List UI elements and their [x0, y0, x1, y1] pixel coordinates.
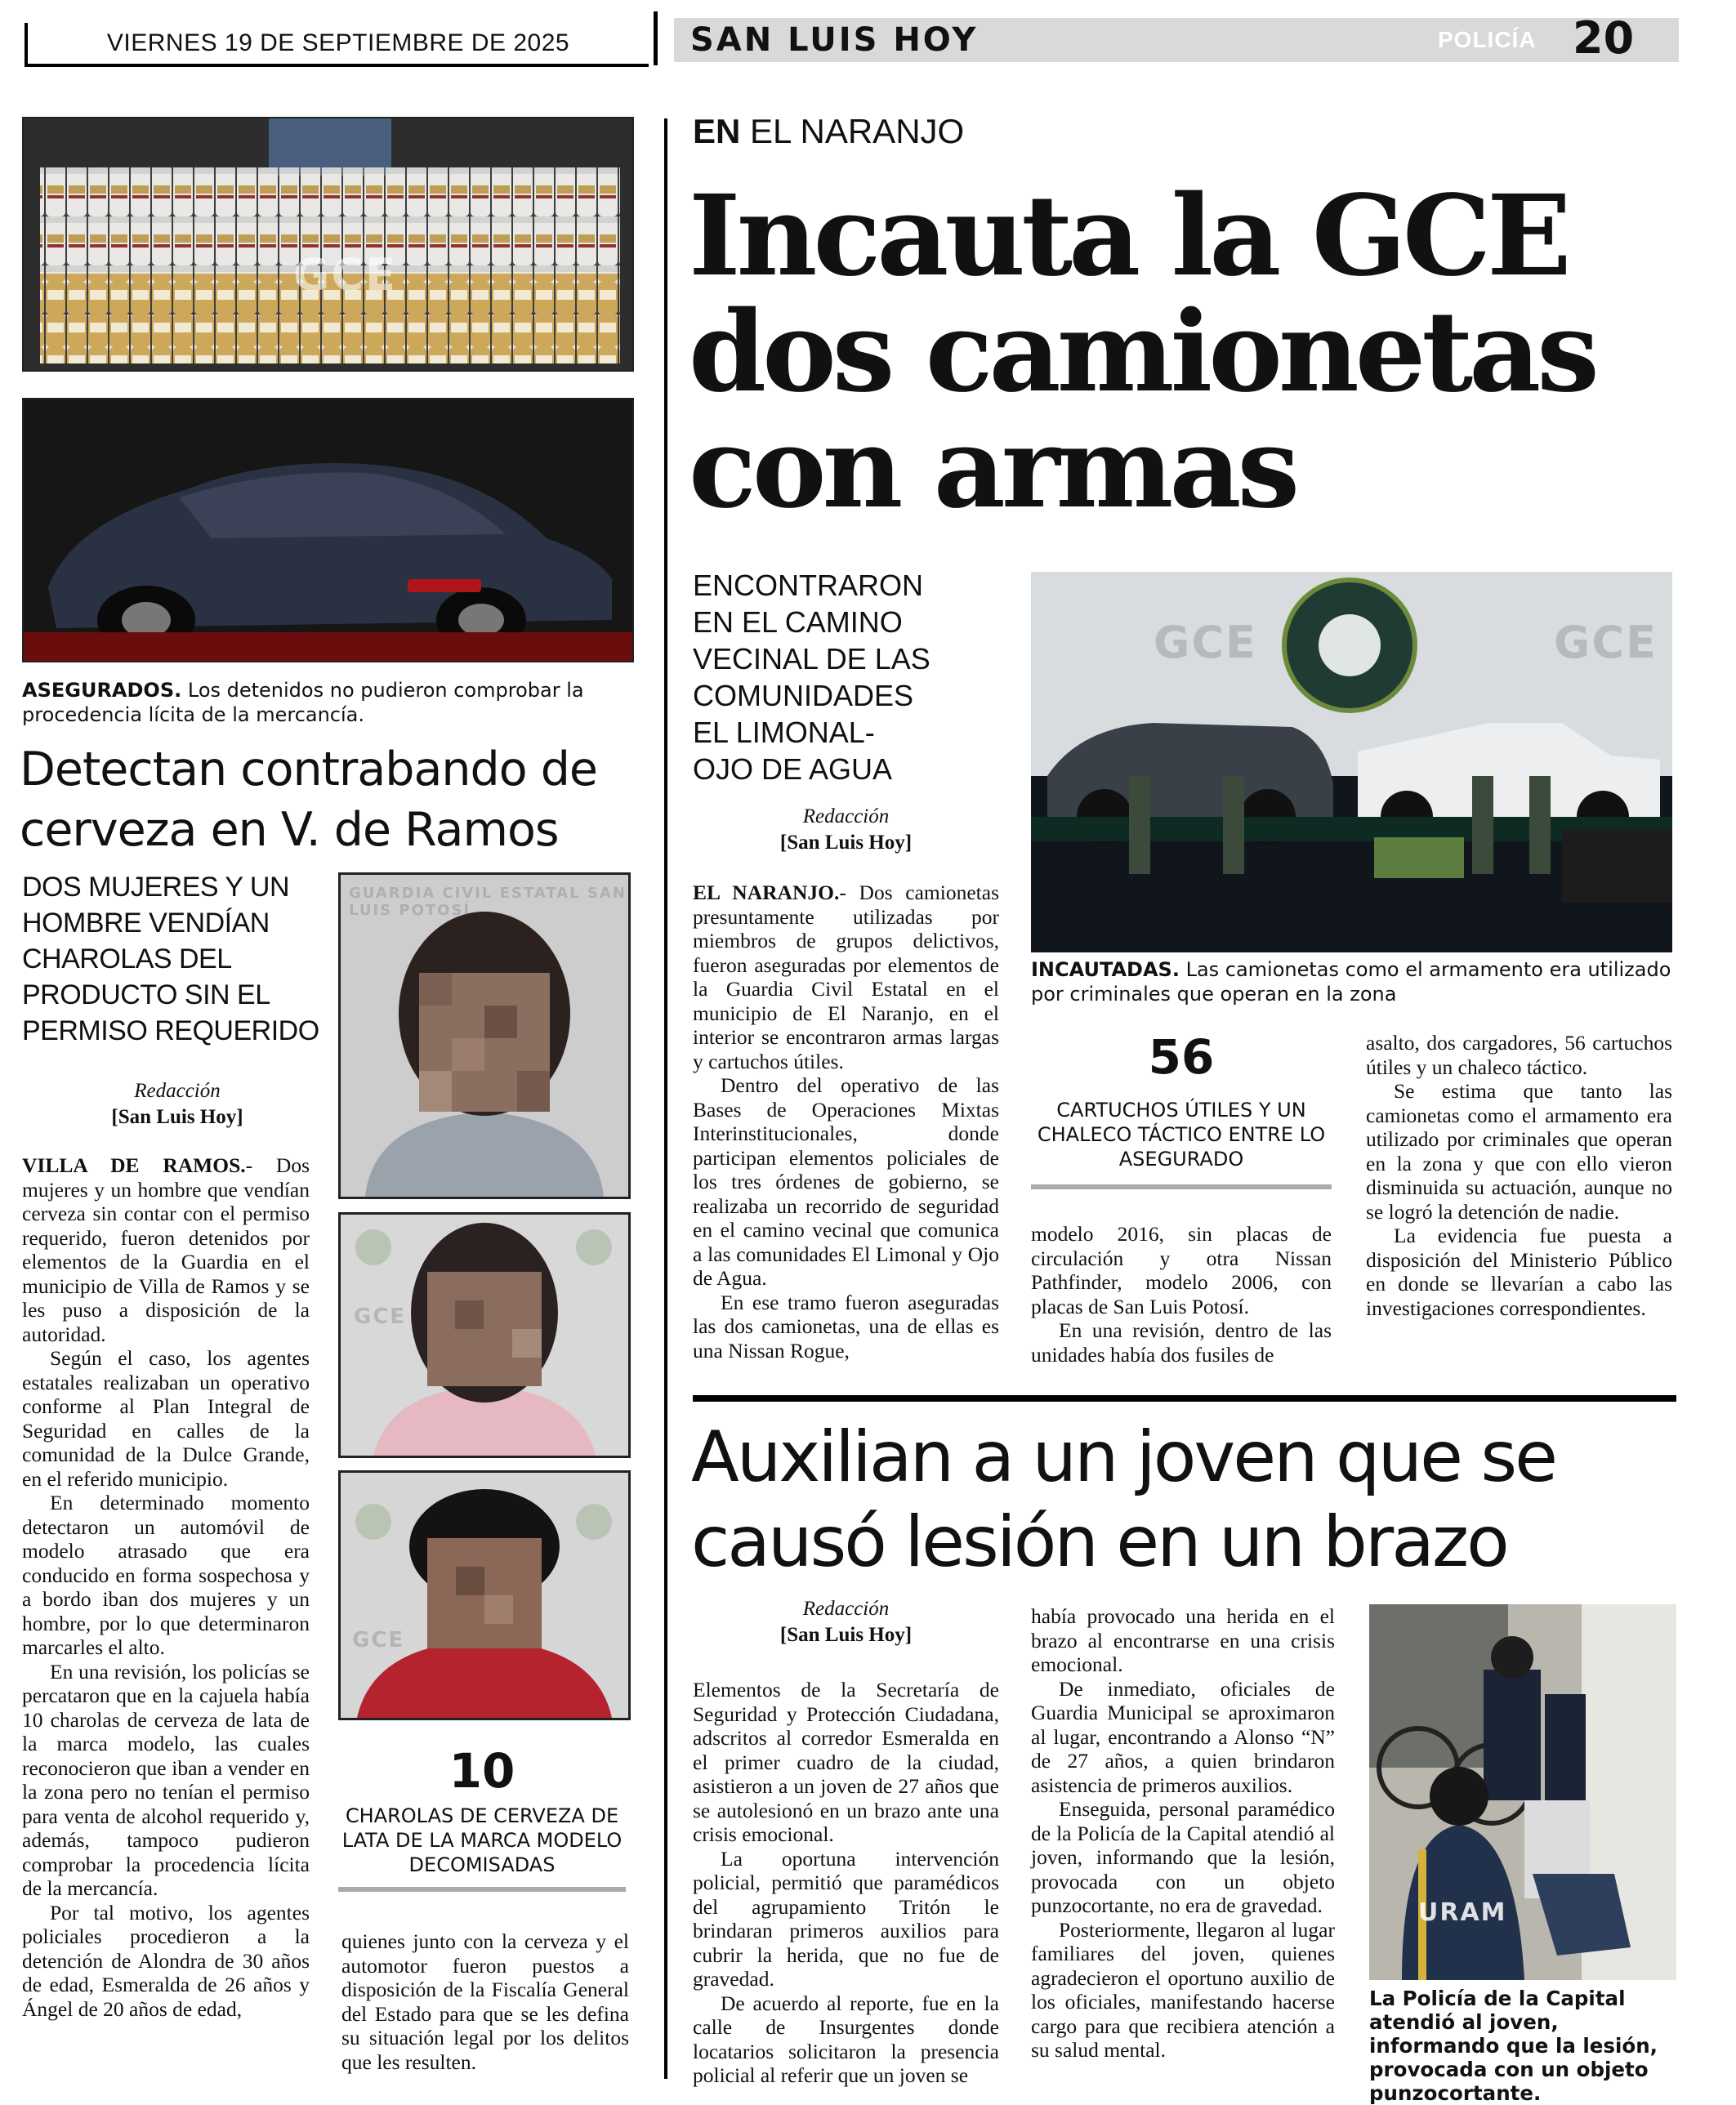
subhead-line: VECINAL DE LAS — [693, 642, 930, 676]
header-divider — [654, 11, 658, 65]
article-body-col6 — [693, 1678, 999, 2088]
car-illustration — [24, 399, 632, 661]
headline-line: Auxilian a un joven que se — [691, 1416, 1556, 1498]
stat-line-text: DECOMISADAS — [408, 1853, 556, 1876]
section-rule — [693, 1395, 1676, 1402]
stat-rule — [1031, 1184, 1332, 1189]
stat-line-text: LATA DE LA MARCA MODELO — [341, 1829, 623, 1852]
kicker-rest: EL NARANJO — [740, 112, 965, 150]
mugshot-woman-2 — [338, 1212, 631, 1458]
paragraph: En una revisión, los policías se percataron que en la cajuela había 10 charolas de cerveza de lata de la marca modelo, las cuales reconocieron que iban a vender en la zona pero no tenían el permiso para venta de alcohol requerido y, además, tampoco pudieron comprobar la procedencia lícita de la mercancía. — [22, 1659, 310, 1900]
paragraph: La oportuna intervención policial, permitió que paramédicos del agrupamiento Tritón le brindaran primeros auxilios para cubrir la herida, que no fue de gravedad. — [693, 1846, 999, 1991]
paragraph: - Dos camionetas presuntamente utilizadas por miembros de grupos delictivos, fueron aseguradas por elementos de la Guardia Civil Estatal en el municipio de El Naranjo, en el interior se encontraron armas largas y cartuchos útiles. — [693, 881, 999, 1073]
stat-number: 56 — [1148, 1029, 1215, 1085]
mugshot-man — [338, 1470, 631, 1720]
gce-watermark: GCE — [293, 249, 397, 301]
headline-line: cerveza en V. de Ramos — [20, 803, 559, 857]
seized-trucks-photo — [1031, 572, 1672, 952]
paragraph: Posteriormente, llegaron al lugar familiares del joven, quienes agradecieron el oportuno auxilio de los oficiales, manifestando hacerse cargo para que recibiera atención a su salud mental. — [1031, 1917, 1335, 2062]
byline — [693, 804, 999, 856]
stat-line-text: CHAROLAS DE CERVEZA DE — [345, 1804, 619, 1827]
trucks-caption — [1031, 957, 1676, 1006]
byline-author: Redacción — [802, 1598, 890, 1620]
caption-text: Las camionetas como el armamento era utilizado por criminales que operan en la zona — [1031, 958, 1671, 1006]
dateline: VILLA DE RAMOS. — [22, 1153, 246, 1177]
paragraph: Elementos de la Secretaría de Seguridad y Protección Ciudadana, adscritos al corredor Esmeralda en el primer cuadro de la ciudad, asistieron a un joven de 27 años que se autolesionó en un brazo ante una crisis emocional. — [693, 1678, 999, 1846]
stat-description — [1031, 1098, 1332, 1171]
byline — [693, 1596, 999, 1648]
issue-date: VIERNES 19 DE SEPTIEMBRE DE 2025 — [25, 23, 649, 67]
car-photo — [22, 398, 634, 662]
dateline: EL NARANJO. — [693, 881, 840, 904]
portrait-illustration — [341, 1215, 628, 1456]
page-number: 20 — [1573, 12, 1635, 64]
article-body-col7 — [1031, 1604, 1335, 2063]
caption-label: INCAUTADAS. — [1031, 958, 1180, 981]
stat-description — [338, 1804, 626, 1877]
stat-number: 10 — [449, 1743, 515, 1799]
paragraph: En determinado momento detectaron un automóvil de modelo atrasado que era conducido en forma sospechosa y a bordo iban dos mujeres y un hombre, por lo que determinaron marcarles el alto. — [22, 1491, 310, 1659]
subheadline-contraband — [22, 869, 332, 1049]
guardia-watermark: GUARDIA CIVIL ESTATAL SAN LUIS POTOSÍ — [349, 885, 627, 919]
headline-weapons — [689, 171, 1595, 533]
paragraph: modelo 2016, sin placas de circulación y otra Nissan Pathfinder, modelo 2006, con placas de San Luis Potosí. — [1031, 1222, 1332, 1318]
uram-label: URAM — [1418, 1898, 1507, 1927]
subhead-line: EL LIMONAL- — [693, 716, 875, 749]
headline-line: con armas — [689, 403, 1296, 533]
subhead-line: EN EL CAMINO — [693, 605, 903, 639]
subhead-line: DOS MUJERES Y UN — [22, 872, 290, 903]
article-body-col4 — [1031, 1222, 1332, 1367]
paragraph: De inmediato, oficiales de Guardia Municipal se aproximaron al lugar, encontrando a Alonso “N” de 27 años, a quien brindaron asistencia de primeros auxilios. — [1031, 1676, 1335, 1797]
column-divider — [664, 118, 667, 2079]
stat-rule — [338, 1887, 626, 1892]
newspaper-name: SAN LUIS HOY — [690, 21, 979, 59]
paragraph: asalto, dos cargadores, 56 cartuchos útiles y un chaleco táctico. — [1366, 1031, 1672, 1079]
paragraph: Enseguida, personal paramédico de la Policía de la Capital atendió al joven, informando que la lesión, provocada con un objeto punzocortante, no era de gravedad. — [1031, 1797, 1335, 1917]
paramedic-illustration — [1369, 1604, 1676, 1980]
article-body-col1 — [22, 1153, 310, 2021]
seizure-caption — [22, 678, 635, 727]
headline-line: dos camionetas — [689, 287, 1595, 417]
byline-author: Redacción — [134, 1080, 221, 1102]
caption-label: ASEGURADOS. — [22, 679, 182, 702]
paragraph: Según el caso, los agentes estatales realizaban un operativo conforme al Plan Integral de Seguridad en calles de la comunidad de la Dulce Grande, en el referido municipio. — [22, 1346, 310, 1491]
subhead-line: OJO DE AGUA — [693, 752, 893, 786]
paragraph: Dentro del operativo de las Bases de Operaciones Mixtas Interinstitucionales, donde participan elementos policiales de los tres órdenes de gobierno, se realizaba un recorrido de seguridad en el camino vecinal que comunica a las comunidades El Limonal y Ojo de Agua. — [693, 1073, 999, 1290]
byline-outlet: [San Luis Hoy] — [779, 1624, 913, 1646]
headline-line: causó lesión en un brazo — [691, 1501, 1507, 1583]
article-body-col3 — [693, 881, 999, 1362]
headline-line: Detectan contrabando de — [20, 743, 597, 796]
article-body-col2 — [341, 1929, 629, 2074]
paragraph: Se estima que tanto las camionetas como el armamento era utilizado por criminales que operan en la zona y que con ello vieron disminuida su actuación, aunque no se logró la detención de nadie. — [1366, 1079, 1672, 1224]
headline-line: Incauta la GCE — [689, 171, 1568, 301]
kicker — [693, 110, 964, 153]
stat-box-56 — [1031, 1031, 1332, 1189]
subheadline-weapons — [693, 567, 995, 787]
byline-author: Redacción — [802, 805, 890, 827]
article-body-col5 — [1366, 1031, 1672, 1320]
beer-cans-illustration — [24, 118, 632, 370]
mugshot-woman-1 — [338, 872, 631, 1199]
paragraph: había provocado una herida en el brazo al encontrarse en una crisis emocional. — [1031, 1604, 1335, 1676]
caption-text: Los detenidos no pudieron comprobar la procedencia lícita de la mercancía. — [22, 679, 584, 726]
portrait-illustration — [341, 1473, 628, 1718]
section-name: POLICÍA — [1438, 27, 1537, 52]
subhead-line: CHAROLAS DEL — [22, 943, 232, 974]
stat-line-text: CARTUCHOS ÚTILES Y UN — [1056, 1099, 1306, 1122]
byline-outlet: [San Luis Hoy] — [779, 832, 913, 854]
byline-outlet: [San Luis Hoy] — [111, 1106, 243, 1128]
subhead-line: PERMISO REQUERIDO — [22, 1015, 319, 1046]
portrait-illustration — [341, 875, 628, 1197]
headline-injury — [691, 1415, 1555, 1585]
gce-watermark: GCE — [1154, 617, 1257, 668]
subhead-line: ENCONTRARON — [693, 569, 924, 602]
stat-box-10 — [338, 1745, 626, 1892]
gce-watermark: GCE — [354, 1304, 407, 1329]
paramedic-photo — [1369, 1604, 1676, 1980]
paragraph: En una revisión, dentro de las unidades había dos fusiles de — [1031, 1318, 1332, 1367]
paragraph: La evidencia fue puesta a disposición del Ministerio Público en donde se llevarían a cabo las investigaciones correspondientes. — [1366, 1224, 1672, 1320]
kicker-bold: EN — [693, 112, 741, 150]
stat-line-text: ASEGURADO — [1118, 1148, 1244, 1171]
gce-watermark: GCE — [352, 1628, 405, 1652]
gce-watermark: GCE — [1554, 617, 1658, 668]
byline — [22, 1078, 332, 1131]
paragraph: En ese tramo fueron aseguradas las dos camionetas, una de ellas es una Nissan Rogue, — [693, 1290, 999, 1362]
subhead-line: HOMBRE VENDÍAN — [22, 908, 270, 939]
subhead-line: PRODUCTO SIN EL — [22, 979, 270, 1010]
paramedic-caption: La Policía de la Capital atendió al joven, informando que la lesión, provocada con un objeto punzocortante. — [1369, 1987, 1658, 2105]
headline-contraband — [20, 739, 597, 860]
paragraph: - Dos mujeres y un hombre que vendían cerveza sin contar con el permiso requerido, fueron detenidos por elementos de la Guardia en el municipio de Villa de Ramos y se les puso a disposición de la autoridad. — [22, 1153, 310, 1346]
paragraph: quienes junto con la cerveza y el automotor fueron puestos a disposición de la Fiscalía General del Estado para que se les defina su situación legal por los delitos que les resulten. — [341, 1929, 629, 2074]
paragraph: De acuerdo al reporte, fue en la calle de Insurgentes donde locatarios solicitaron la presencia policial al referir que un joven se — [693, 1991, 999, 2087]
paragraph: Por tal motivo, los agentes policiales procedieron a la detención de Alondra de 30 años de edad, Esmeralda de 26 años y Ángel de 20 años de edad, — [22, 1900, 310, 2021]
stat-line-text: CHALECO TÁCTICO ENTRE LO — [1037, 1123, 1326, 1146]
beer-cans-photo — [22, 117, 634, 372]
subhead-line: COMUNIDADES — [693, 679, 914, 712]
